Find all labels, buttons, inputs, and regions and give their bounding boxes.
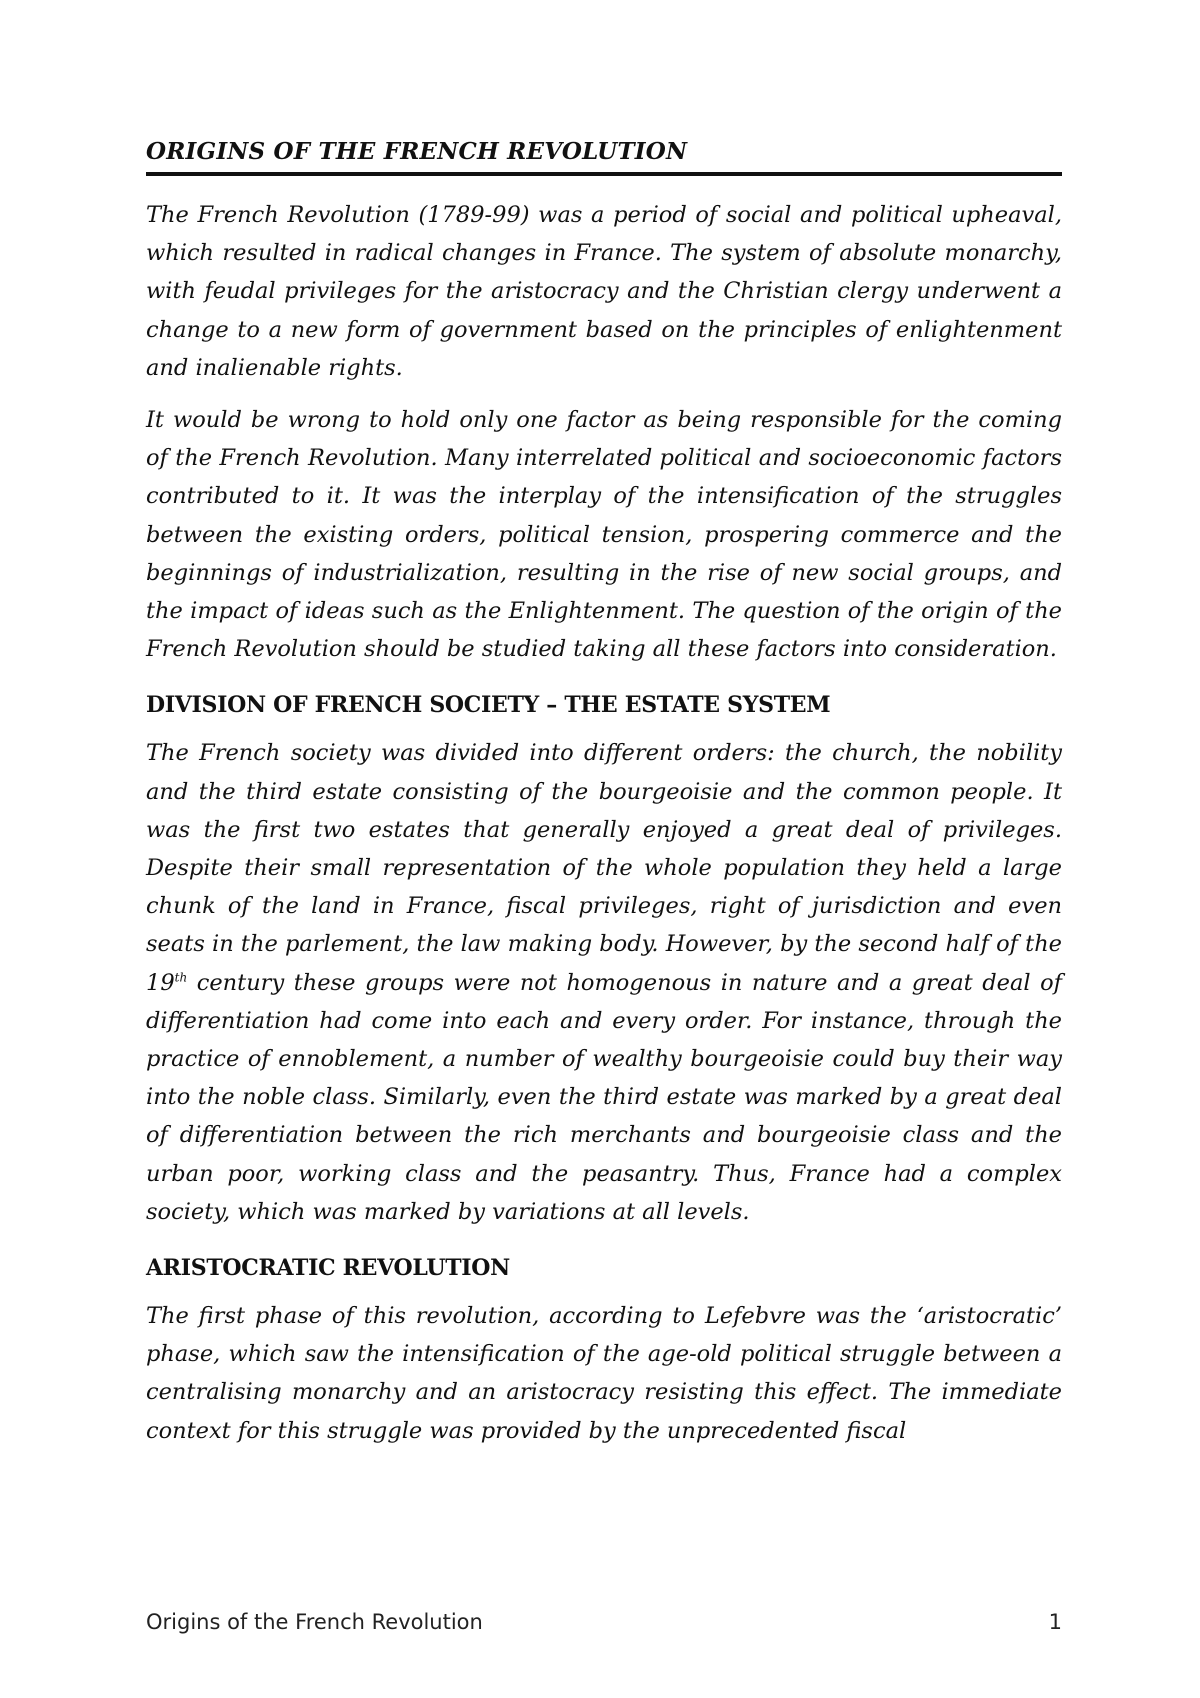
page-number: 1 xyxy=(1048,1610,1062,1634)
paragraph-estate-system xyxy=(146,734,1062,1231)
paragraph-intro: The French Revolution (1789-99) was a period of social and political upheaval, which resulted in radical changes in France. The system of absolute monarchy, with feudal privileges for the aristocracy and the Christian clergy underwent a change to a new form of government based on the principles of enlightenment and inalienable rights. xyxy=(146,202,1062,381)
ordinal-superscript: th xyxy=(174,970,188,985)
page-title: ORIGINS OF THE FRENCH REVOLUTION xyxy=(146,138,1062,176)
paragraph-aristocratic-phase: The first phase of this revolution, according to Lefebvre was the ‘aristocratic’ phase, which saw the intensification of the age-old political struggle between a centralising monarchy and an aristocracy resisting this effect. The immediate context for this struggle was provided by the unprecedented fiscal xyxy=(146,1303,1062,1444)
paragraph-estate-text-b: century these groups were not homogenous in nature and a great deal of differentiation had come into each and every order. For instance, through the practice of ennoblement, a number of wealthy bourgeoisie could buy their way into the noble class. Similarly, even the third estate was marked by a great deal of differentiation between the rich merchants and bourgeoisie class and the urban poor, working class and the peasantry. Thus, France had a complex society, which was marked by variations at all levels. xyxy=(146,969,1062,1225)
section-heading-estate-system: DIVISION OF FRENCH SOCIETY – THE ESTATE SYSTEM xyxy=(146,692,831,719)
page-footer xyxy=(146,1610,1062,1634)
page-content xyxy=(146,138,1062,1450)
footer-title: Origins of the French Revolution xyxy=(146,1610,483,1634)
section-heading-aristocratic-revolution: ARISTOCRATIC REVOLUTION xyxy=(146,1255,510,1282)
paragraph-estate-text-a: The French society was divided into different orders: the church, the nobility and the third estate consisting of the bourgeoisie and the common people. It was the first two estates that generally enjoyed a great deal of privileges. Despite their small representation of the whole population they held a large chunk of the land in France, fiscal privileges, right of jurisdiction and even seats in the parlement, the law making body. However, by the second half of the 19 xyxy=(146,740,1062,996)
paragraph-factors: It would be wrong to hold only one factor as being responsible for the coming of the French Revolution. Many interrelated political and socioeconomic factors contributed to it. It was the interplay of the intensification of the struggles between the existing orders, political tension, prospering commerce and the beginnings of industrialization, resulting in the rise of new social groups, and the impact of ideas such as the Enlightenment. The question of the origin of the French Revolution should be studied taking all these factors into consideration. xyxy=(146,407,1062,663)
